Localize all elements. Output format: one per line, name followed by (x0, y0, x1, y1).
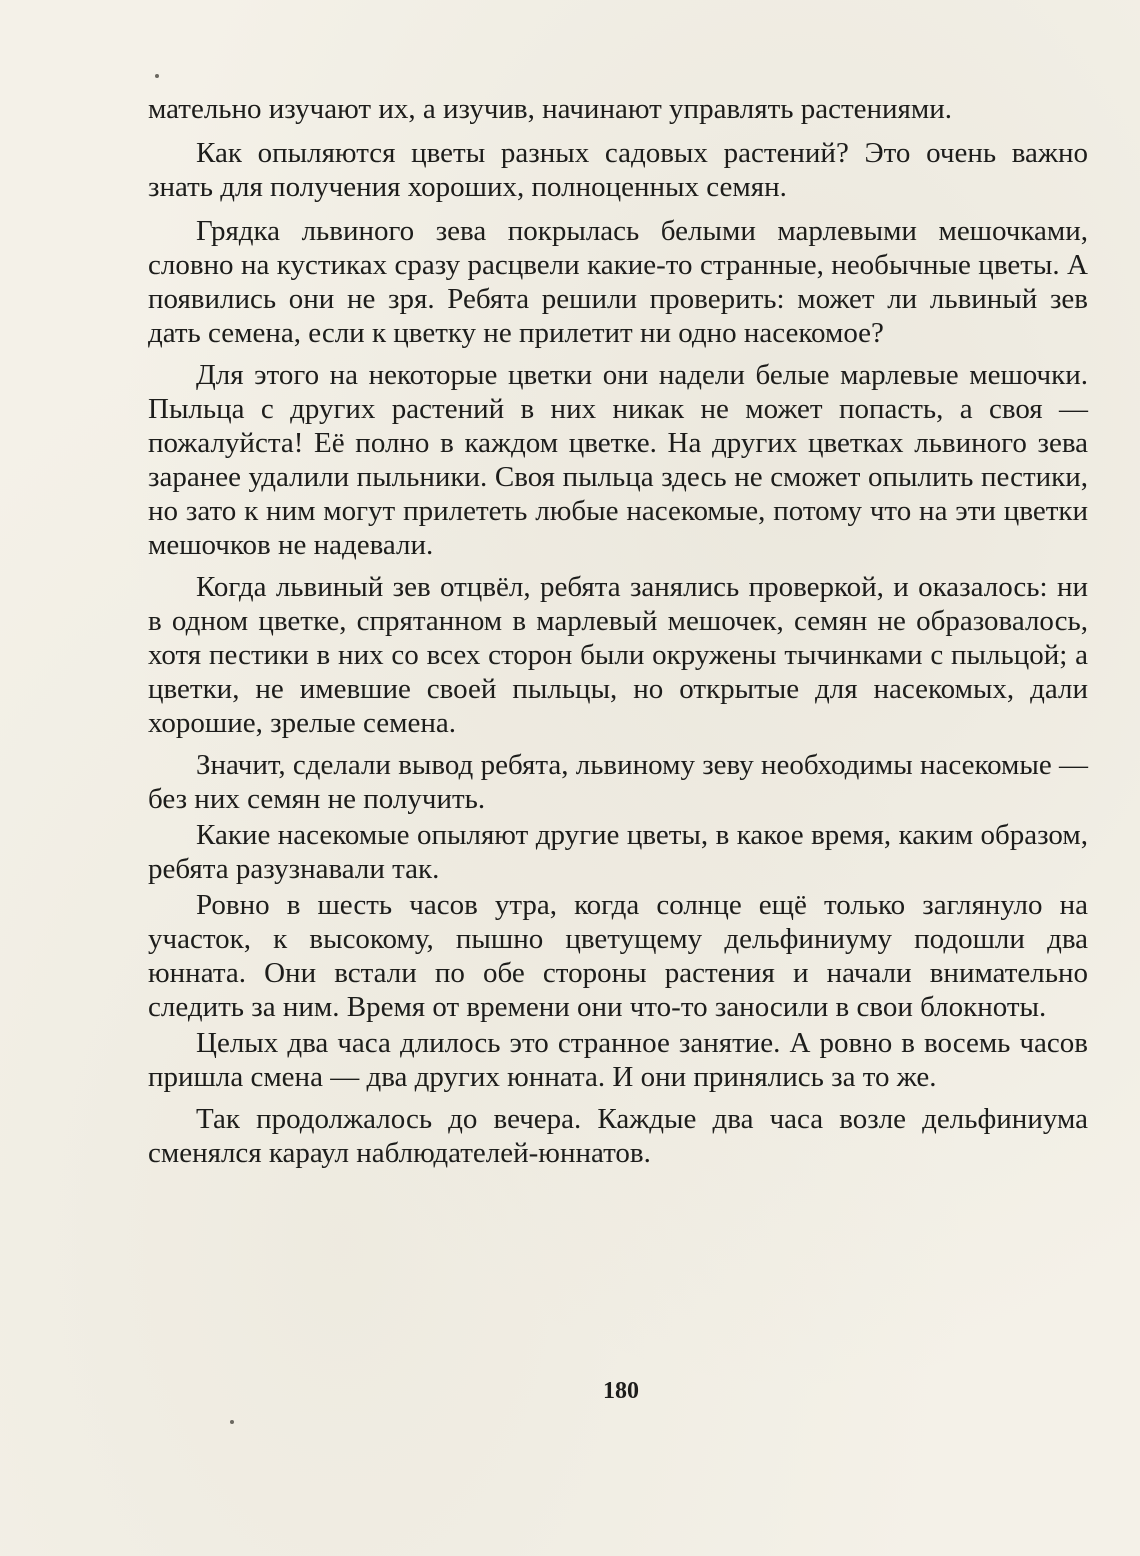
paragraph: Грядка львиного зева покрылась белыми марлевыми мешочками, словно на кустиках сразу расцвели какие-то странные, необычные цветы. А появились они не зря. Ребята решили проверить: может ли львиный зев дать семена, если к цветку не прилетит ни одно насекомое? (148, 215, 1088, 349)
paragraph: Целых два часа длилось это странное занятие. А ровно в восемь часов пришла смена — два других юнната. И они принялись за то же. (148, 1027, 1088, 1093)
paragraph: Так продолжалось до вечера. Каждые два часа возле дельфиниума сменялся караул наблюдателей-юннатов. (148, 1103, 1088, 1169)
paragraph: Для этого на некоторые цветки они надели белые марлевые мешочки. Пыльца с других растений в них никак не может попасть, а своя — пожалуйста! Её полно в каждом цветке. На других цветках львиного зева заранее удалили пыльники. Своя пыльца здесь не сможет опылить пестики, но зато к ним могут прилететь любые насекомые, потому что на эти цветки мешочков не надевали. (148, 359, 1088, 561)
paragraph: Значит, сделали вывод ребята, львиному зеву необходимы насекомые — без них семян не получить. (148, 749, 1088, 815)
paragraph: Какие насекомые опыляют другие цветы, в какое время, каким образом, ребята разузнавали так. (148, 819, 1088, 885)
paragraph: Как опыляются цветы разных садовых растений? Это очень важно знать для получения хороших, полноценных семян. (148, 137, 1088, 203)
paragraph: Когда львиный зев отцвёл, ребята занялись проверкой, и оказалось: ни в одном цветке, спрятанном в марлевый мешочек, семян не образовалось, хотя пестики в них со всех сторон были окружены тычинками с пыльцой; а цветки, не имевшие своей пыльцы, но открытые для насекомых, дали хорошие, зрелые семена. (148, 571, 1088, 739)
body-text (148, 92, 1088, 1170)
paper-speck (230, 1420, 234, 1424)
paragraph: мательно изучают их, а изучив, начинают управлять растениями. (148, 93, 952, 125)
page-number: 180 (603, 1378, 639, 1404)
paper-speck (155, 74, 159, 78)
paragraph: Ровно в шесть часов утра, когда солнце ещё только заглянуло на участок, к высокому, пышно цветущему дельфиниуму подошли два юнната. Они встали по обе стороны растения и начали внимательно следить за ним. Время от времени они что-то заносили в свои блокноты. (148, 889, 1088, 1023)
